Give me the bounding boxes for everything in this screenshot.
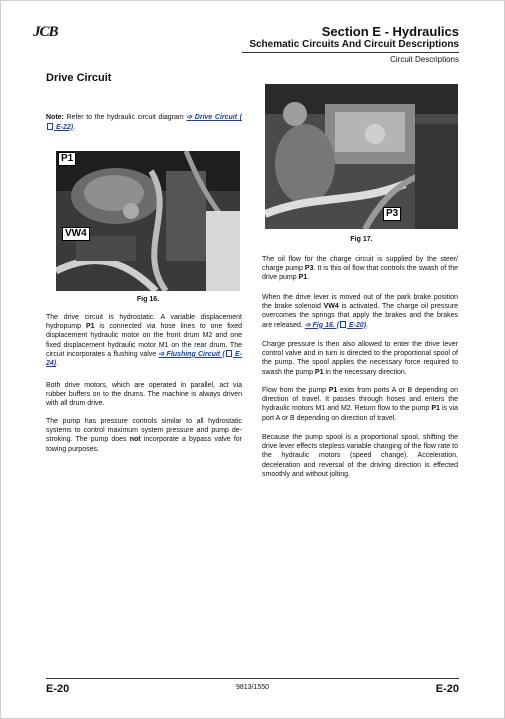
drive-circuit-link-label: ➩ Drive Circuit ( bbox=[186, 114, 242, 121]
fig17-caption: Fig 17. bbox=[350, 236, 373, 243]
right-para-1-bold-a: P3 bbox=[304, 265, 314, 273]
fig16-caption: Fig 16. bbox=[136, 296, 160, 303]
fig16-link-ref: E-20) bbox=[347, 321, 367, 329]
book-icon bbox=[47, 123, 53, 130]
note-label: Note: bbox=[46, 114, 64, 121]
left-para-2: Both drive motors, which are operated in parallel, act via rubber buffers on to the drums. The machine is always driven with all drum drive. bbox=[46, 382, 242, 408]
left-para-1-text-a: The drive circuit is hydrostatic. A variable displacement hydropump bbox=[46, 314, 242, 331]
label-vw4: VW4 bbox=[62, 227, 90, 241]
right-para-2-text-a: When the drive lever is moved out of the park brake position the brake solenoid bbox=[262, 294, 458, 311]
right-para-4-bold-b: P1 bbox=[431, 405, 440, 413]
drive-circuit-heading: Drive Circuit bbox=[46, 72, 112, 84]
label-p3: P3 bbox=[383, 207, 401, 221]
book-icon bbox=[226, 350, 232, 357]
fig17-photo-drawing bbox=[265, 84, 458, 229]
right-para-2-bold-a: VW4 bbox=[323, 303, 339, 311]
left-para-1-text-b: is connected via hose lines to one fixed displacement hydraulic motor on the front drum M2 and one fixed displacement hydraulic motor M1 on the rear drum. The circuit incorporates a flushing valve bbox=[46, 323, 242, 358]
header-rule bbox=[242, 52, 459, 53]
right-para-3-text-a: Charge pressure is then also allowed to enter the drive lever control valve and in turn is directed to the proportional spool of the pump. The spool applies the necessary force required to swash the pump bbox=[262, 341, 458, 376]
left-para-1-bold-a: P1 bbox=[85, 323, 95, 331]
fig16-photo-drawing bbox=[56, 151, 240, 291]
footer-page-left: E-20 bbox=[46, 683, 70, 695]
right-para-3-text-b: in the necessary direction. bbox=[323, 368, 407, 376]
book-icon bbox=[340, 321, 346, 328]
right-para-1 bbox=[262, 255, 458, 283]
right-para-3-bold-a: P1 bbox=[314, 368, 324, 376]
fig16-link-label: ➩ Fig 16. ( bbox=[304, 321, 340, 329]
section-subtitle: Schematic Circuits And Circuit Descriptions bbox=[249, 39, 459, 50]
footer-page-right: E-20 bbox=[435, 683, 459, 695]
fig16-link[interactable] bbox=[304, 321, 369, 329]
note-text: Refer to the hydraulic circuit diagram bbox=[63, 114, 187, 121]
footer-doc-number: 9813/1550 bbox=[235, 684, 270, 691]
right-para-1-text-b: . It is this oil flow that controls the swash of the drive pump bbox=[262, 265, 458, 282]
right-para-2-text-c: . bbox=[366, 321, 369, 329]
note-paragraph bbox=[46, 113, 242, 132]
left-para-1 bbox=[46, 313, 242, 368]
flushing-circuit-link-ref: E-24) bbox=[46, 350, 242, 368]
right-para-3 bbox=[262, 340, 458, 377]
fig17-photo bbox=[265, 84, 458, 229]
right-para-2-text-b: is activated. The charge oil pressure overcomes the springs that apply the brakes and the brakes are released. bbox=[262, 303, 458, 329]
fig16-photo bbox=[56, 151, 240, 291]
right-para-2 bbox=[262, 293, 458, 330]
drive-circuit-link-ref: E-22) bbox=[54, 123, 74, 131]
right-para-1-bold-b: P1 bbox=[298, 274, 308, 282]
right-para-4-bold-a: P1 bbox=[328, 387, 338, 394]
right-para-1-text-c: . bbox=[307, 274, 310, 282]
right-para-4-text-a: Flow from the pump bbox=[262, 387, 329, 394]
right-para-5: Because the pump spool is a proportional spool, shifting the drive lever effects stepless variable changing of the flow rate to the hydraulic motors (speed change). Acceleration, deceleration and reversal of the driving direction is effected smoothly and without jolting. bbox=[262, 434, 458, 478]
flushing-circuit-link-label: ➩ Flushing Circuit ( bbox=[158, 350, 225, 358]
note-end: . bbox=[73, 123, 76, 131]
left-para-3-bold-a: not bbox=[129, 436, 141, 444]
logo-text: JCB bbox=[33, 24, 58, 40]
page-topic: Circuit Descriptions bbox=[390, 55, 459, 64]
left-para-3-text-b: incorporate a bypass valve for towing purposes. bbox=[46, 436, 243, 453]
right-para-1-text-a: The oil flow for the charge circuit is supplied by the steer/ charge pump bbox=[262, 256, 458, 273]
right-para-4-text-b: exits from ports A or B depending on direction of travel. It passes through hoses and enters the hydraulic motors M1 and M2. Return flow to the pump bbox=[262, 387, 458, 413]
footer-rule bbox=[46, 678, 459, 679]
right-para-4 bbox=[262, 386, 458, 423]
label-p1: P1 bbox=[58, 152, 76, 166]
section-title: Section E - Hydraulics bbox=[321, 24, 459, 39]
right-para-4-text-c: is via port A or B depending on direction of travel. bbox=[262, 405, 458, 422]
left-para-3-text-a: The pump has pressure controls similar to all hydrostatic systems to control maximum system pressure and pump de-stroking. The pump does bbox=[46, 418, 242, 444]
jcb-logo bbox=[33, 24, 63, 40]
left-para-3 bbox=[46, 417, 242, 454]
left-para-1-text-c: . bbox=[56, 360, 59, 368]
